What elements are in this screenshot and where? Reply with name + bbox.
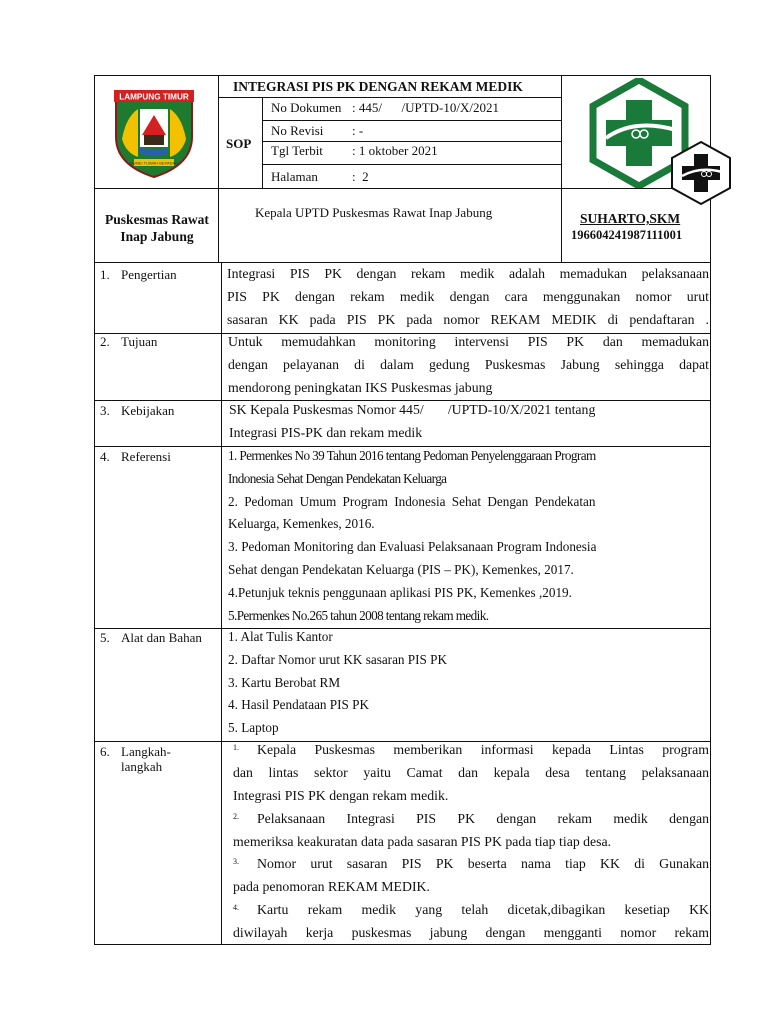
section-number: 6. (100, 744, 110, 759)
step-line (233, 808, 709, 831)
step-number: 2. (233, 811, 239, 821)
text-line: Integrasi PIS PK dengan rekam medik adalah memadukan pelaksanaan (227, 266, 709, 281)
issue-date-value: : 1 oktober 2021 (352, 143, 438, 158)
section-number: 1. (100, 267, 110, 282)
tool-item: 3. Kartu Berobat RM (228, 674, 341, 690)
sop-label: SOP (226, 136, 252, 151)
section-label: langkah (121, 759, 163, 774)
text-line: Untuk memudahkan monitoring intervensi PIS PK dan memadukan (228, 334, 709, 349)
section-number: 2. (100, 334, 110, 349)
tool-item: 1. Alat Tulis Kantor (228, 629, 333, 644)
tool-item: 2. Daftar Nomor urut KK sasaran PIS PK (228, 651, 448, 667)
header-lower-line (94, 188, 711, 189)
reference-item: 2. Pedoman Umum Program Indonesia Sehat Dengan Pendekatan (228, 493, 596, 509)
doc-row-line (262, 120, 561, 121)
step-number: 4. (233, 903, 239, 913)
revision-label: No Revisi (271, 123, 324, 138)
sop-divider (262, 97, 263, 189)
reference-item: Sehat dengan Pendekatan Keluarga (PIS – PK), Kemenkes, 2017. (228, 561, 574, 577)
tool-item: 4. Hasil Pendataan PIS PK (228, 697, 370, 713)
policy-text (229, 399, 595, 445)
header-divider (218, 75, 219, 262)
step-line (233, 899, 709, 922)
doc-row-line (262, 141, 561, 142)
reference-item: Keluarga, Kemenkes, 2016. (228, 516, 375, 532)
logo-banner-text: LAMPUNG TIMUR (119, 92, 189, 102)
puskesmas-small-logo (668, 140, 734, 206)
section-label: Referensi (121, 449, 171, 464)
body-divider (221, 262, 222, 945)
text-line: Integrasi PIS-PK dan rekam medik (229, 424, 423, 440)
title-right-divider (561, 75, 562, 262)
signatory-title: Kepala UPTD Puskesmas Rawat Inap Jabung (255, 205, 493, 220)
institution-name: Inap Jabung (120, 229, 194, 244)
step-line: Integrasi PIS PK dengan rekam medik. (233, 787, 449, 803)
section-label: Kebijakan (121, 403, 175, 418)
institution-name: Puskesmas Rawat (105, 212, 209, 227)
section-number: 4. (100, 449, 110, 464)
step-text: Pelaksanaan Integrasi PIS PK dengan rekam medik dengan (257, 810, 709, 826)
section-label: Alat dan Bahan (121, 630, 202, 645)
reference-item: 3. Pedoman Monitoring dan Evaluasi Pelaksanaan Program Indonesia (228, 539, 597, 555)
section-number: 3. (100, 403, 110, 418)
step-line (233, 739, 709, 762)
step-text: Kepala Puskesmas memberikan informasi kepada Lintas program (257, 742, 709, 757)
doc-number-label: No Dokumen (271, 100, 342, 115)
reference-item: 1. Permenkes No 39 Tahun 2016 tentang Pedoman Penyelenggaraan Program (228, 448, 596, 463)
text-line: sasaran KK pada PIS PK pada nomor REKAM MEDIK di pendaftaran . (227, 311, 709, 327)
tool-item: 5. Laptop (228, 720, 279, 736)
definition-text (227, 263, 709, 331)
step-text: Nomor urut sasaran PIS PK beserta nama tiap KK di Gunakan (257, 856, 709, 872)
text-line: PIS PK dengan rekam medik dengan cara menggunakan nomor urut (227, 288, 709, 304)
logo-motto-text: BUMEI TUWAH BEPADAN (129, 160, 179, 166)
procedure-steps (233, 739, 709, 945)
purpose-text (228, 331, 709, 399)
step-line: pada penomoran REKAM MEDIK. (233, 879, 430, 895)
reference-item: Indonesia Sehat Dengan Pendekatan Keluarga (228, 470, 447, 486)
reference-item: 4.Petunjuk teknis penggunaan aplikasi PIS PK, Kemenkes ,2019. (228, 584, 572, 600)
revision-value: : - (352, 123, 364, 138)
section-label: Tujuan (121, 334, 158, 349)
reference-list (228, 445, 596, 627)
section-label: Pengertian (121, 267, 177, 282)
page-value: : 2 (352, 169, 369, 184)
page-label: Halaman (271, 169, 318, 184)
signatory-nip: 196604241987111001 (571, 228, 683, 242)
section-label: Langkah- (121, 744, 171, 759)
document-title: INTEGRASI PIS PK DENGAN REKAM MEDIK (233, 79, 523, 94)
text-line: SK Kepala Puskesmas Nomor 445/ /UPTD-10/X/2021 tentang (229, 402, 596, 417)
step-line: dan lintas sektor yaitu Camat dan kepala desa tentang pelaksanaan (233, 764, 709, 780)
step-line: diwilayah kerja puskesmas jabung dengan mengganti nomor rekam (233, 925, 709, 941)
step-number: 3. (233, 857, 239, 867)
doc-number-value: : 445/ /UPTD-10/X/2021 (352, 100, 499, 115)
step-text: Kartu rekam medik yang telah dicetak,dibagikan kesetiap KK (257, 902, 709, 918)
title-underline (218, 97, 561, 98)
doc-row-line (262, 164, 561, 165)
tools-list (228, 626, 447, 740)
lampung-timur-logo (108, 87, 200, 179)
reference-item: 5.Permenkes No.265 tahun 2008 tentang rekam medik. (228, 607, 489, 623)
step-line: memeriksa keakuratan data pada sasaran PIS PK pada tiap tiap desa. (233, 833, 612, 849)
text-line: mendorong peningkatan IKS Puskesmas jabung (228, 379, 493, 395)
step-number: 1. (233, 743, 239, 752)
issue-date-label: Tgl Terbit (271, 143, 323, 158)
section-number: 5. (100, 630, 110, 645)
text-line: dengan pelayanan di dalam gedung Puskesmas Jabung sehingga dapat (228, 356, 709, 372)
step-line (233, 853, 709, 876)
signatory-name: SUHARTO,SKM (580, 211, 681, 226)
